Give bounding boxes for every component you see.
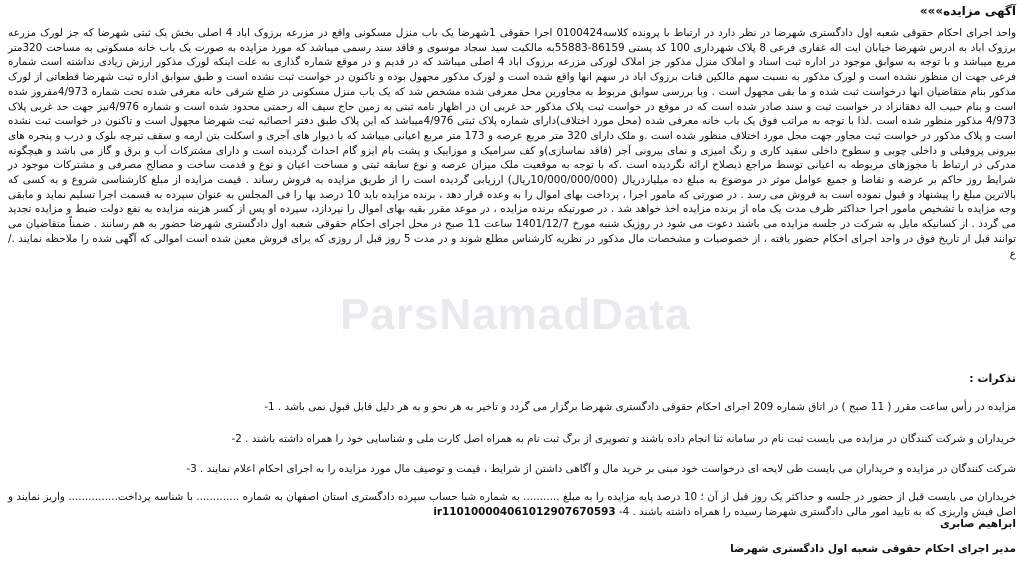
note-number: 4- [618,505,630,518]
note-number: 1- [264,401,275,413]
note-number: 2- [231,433,242,445]
note-text: خریداران و شرکت کنندگان در مزایده می بایست ثبت نام در سامانه ثنا انجام داده باشند و تصویری از برگ ثبت نام به همراه اصل کارت ملی و شناسایی خود را همراه داشته باشند . [245,433,1016,445]
notice-body: واحد اجرای احکام حقوقی شعبه اول دادگستری شهرضا در نظر دارد در ارتباط با پرونده کلاسه0100424 اجرا حقوقی 1شهرضا یک باب منزل مسکونی واقع در مزرعه برزوک اباد 4 اصلی بخش یک ثبتی شهرضا که جز لورک مزرعه برزوک اباد به ادرس شهرضا خیابان ایت اله غفاری فرعی 8 پلاک شهرداری 100 کد پستی 86159-55883به مالکیت سید سجاد موسوی و فاقد سند رسمی میباشد که مورد مزایده به صورت یک باب خانه مسکونی به مساحت 320متر مربع میباشد و با توجه به سوابق موجود در اداره ثبت اسناد و املاک منزل مذکور جز املاک لورکی مزرعه برزوک اباد 4 اصلی میباشد که در قدیم و در موقع شماره گذاری به علت اینکه لورک مذکور ارزش زیادی نداشته است شماره فرعی جهت ان منظور نشده است و لورک مذکور به نسبت سهم مالکین قنات برزوک اباد در سهم انها واقع شده است و لورک مذکور مجهول بوده و تاکنون در خواست ثبت نشده است و طبق سوابق اداره ثبت شهرضا قطعاتی از لورک مذکور بنام متقاضیان انها درخواست ثبت شده و ما بقی مجهول است . وبا بررسی سوابق مربوط به مجاورین محل معرفی شده مشخص شد که یک باب منزل مسکونی در ضلع شرقی خانه معرفی شده تحت شماره 4/973مفروز شده است و بنام حبیب اله دهقانزاد در خواست ثبت و سند صادر شده است که در موقع در خواست ثبت پلاک مذکور حد غربی ان در اظهار نامه ثبتی به زمین حاج سیف اله رحمتی محدود شده است و شماره 4/976نیز جهت حد غربی پلاک 4/973 مذکور منظور شده است .لذا با توجه به مراتب فوق یک باب خانه معرفی شده (محل مورد اختلاف)دارای شماره پلاک ثبتی 4/976میباشد که این پلاک طبق دفتر احصائیه ثبت شهرضا مجهول است و تاکنون در خواست ثبت نشده است و پلاک مذکور در خواست ثبت مجاور جهت محل مورد اختلاف منظور شده است .و ملک دارای 320 متر مربع عرصه و 173 متر مربع اعیانی میباشد که با دیوار های آجری و اسکلت بتن ارمه و سقف تیرچه بلوک و درب و پنجره های بیرونی پروفیلی و داخلی چوبی و سطوح داخلی سفید کاری و رنگ امیزی و نمای بیرونی آجر (فاقد نماسازی)و کف سرامیک و موزاییک و پشت بام ایزو گام احداث گردیده است و دارای مشترکات آب و برق و گاز می باشد و هیچگونه مدرکی در ارتباط با مجوزهای مربوطه به اعیانی توسط مراجع ذیصلاح ارائه نگردیده است .که با توجه به موقعیت ملک میزان عرصه و نوع سابقه ثبتی و مساحت اعیان و نوع و قدمت ساخت و مصالح مصرفی و مشترکات موجود در شرایط روز حاکم بر عرضه و تقاضا و جمیع عوامل موثر در موضوع به مبلغ ده میلیاردریال (10/000/000/000ریال) ارزیابی گردیده است را از طریق مزایده به فروش رساند . قیمت مزایده از مبلغ کارشناسی شروع و به کسی که بالاترین مبلغ را پیشنهاد و قبول نموده است به فروش می رسد . در صورتی که مامور اجرا ، پرداخت بهای اموال را به وعده قرار دهد ، برنده مزایده باید 10 درصد بها را فی المجلس به عنوان سپرده به قسمت اجرا تسلیم نماید و مابقی وجه مزایده با تشخیص مامور اجرا حداکثر ظرف مدت یک ماه از برنده مزایده اخذ خواهد شد . در صورتیکه برنده مزایده ، در موعد مقرر بقیه بهای اموال را نپردازد، سپرده او پس از کسر هزینه مزایده به نفع دولت ضبط و مزایده تجدید می گردد . از کسانیکه مایل به شرکت در جلسه مزایده می باشند دعوت می شود در روزیک شنبه مورخ 1401/12/7 ساعت 11 صبح در محل اجرای احکام حقوقی شعبه اول دادگستری شهرضا حضور به هم رسانند . ضمناً متقاضیان می توانند قبل از تاریخ فوق در واحد اجرای احکام حضور یافته ، از خصوصیات و مشخصات مال مذکور در نظریه کارشناس مطلع شوند و در مدت 5 روز قبل از روزی که برای فروش معین شده است اموالی که آگهی شده را ملاحظه نمایند ./ع [8,27,1017,260]
sheba-account-number: ir110100004061012907670593 [433,505,616,518]
note-number: 3- [186,463,197,475]
watermark-logo: ParsNamadData [340,290,691,339]
note-item-2 [8,432,1016,447]
note-item-1 [8,400,1016,415]
notice-title: آگهی مزایده»»» [919,4,1016,18]
note-item-4 [8,490,1016,519]
note-item-3 [8,462,1016,477]
note-text: شرکت کنندگان در مزایده و خریداران می بایست طی لایحه ای درخواست خود مبنی بر خرید مال و آگاهی داشتن از شرایط ، قیمت و توصیف مال مورد مزایده را به اجرای احکام اعلام نمایند . [200,463,1016,475]
signer-role: مدیر اجرای احکام حقوقی شعبه اول دادگستری شهرضا [730,543,1016,555]
note-text: مزایده در رأس ساعت مقرر ( 11 صبح ) در اتاق شماره 209 اجرای احکام حقوقی دادگستری شهرضا برگزار می گردد و تاخیر به هر نحو و به هر دلیل قابل قبول نمی باشد . [277,401,1016,413]
notes-heading: تذکرات : [969,372,1016,385]
note-text: خریداران می بایست قبل از حضور در جلسه و حداکثر یک روز قبل از آن ؛ 10 درصد پایه مزایده را به مبلغ ........... به شماره شبا حساب سپرده دادگستری استان اصفهان به شماره ............. با شناسه پرداخت............... واریز نمایند و اصل فیش واریزی که به تایید امور مالی دادگستری شهرضا رسیده را همراه داشته باشند . [8,491,1016,518]
signer-name: ابراهیم صابری [940,518,1016,530]
